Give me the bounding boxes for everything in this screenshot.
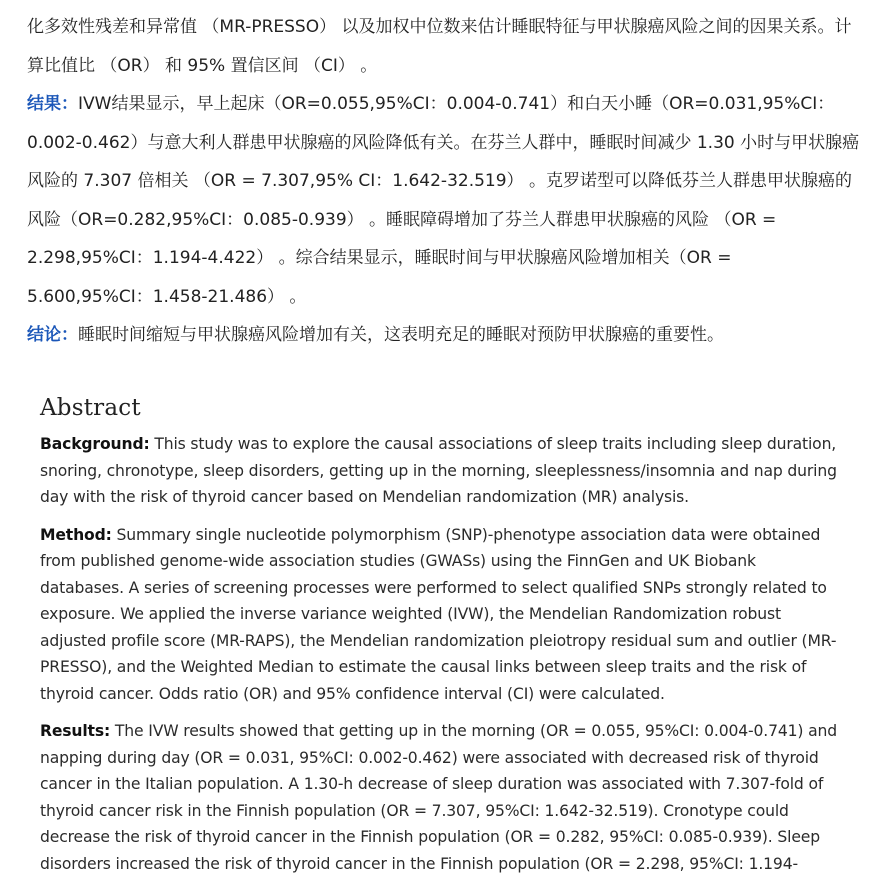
chinese-conclusion-paragraph [27,316,861,355]
chinese-conclusion-label: 结论： [27,325,78,345]
chinese-abstract [27,8,861,355]
chinese-results-label: 结果： [27,94,78,114]
method-paragraph [40,522,840,708]
chinese-intro-tail: 化多效性残差和异常值 （MR-PRESSO） 以及加权中位数来估计睡眠特征与甲状腺癌风险之间的因果关系。计算比值比 （OR） 和 95% 置信区间 （CI） 。 [27,17,852,76]
background-text: This study was to explore the causal associations of sleep traits including sleep duration, snoring, chronotype, sleep disorders, getting up in the morning, sleeplessness/insomnia and nap during day with the risk of thyroid cancer based on Mendelian randomization (MR) analysis. [40,435,837,506]
chinese-results-paragraph [27,85,861,316]
results-label: Results: [40,722,111,740]
abstract-heading: Abstract [40,395,141,421]
method-label: Method: [40,525,112,544]
chinese-results-text: IVW结果显示，早上起床（OR=0.055,95%CI：0.004-0.741）和白天小睡（OR=0.031,95%CI：0.002-0.462）与意大利人群患甲状腺癌的风险降低有关。在芬兰人群中，睡眠时间减少 1.30 小时与甲状腺癌风险的 7.307 倍相关 （OR = 7.307,95% CI：1.642-32.519） 。克罗诺型可以降低芬兰人群患甲状腺癌的风险（OR=0.282,95%CI：0.085-0.939） 。睡眠障碍增加了芬兰人群患甲状腺癌的风险 （OR = 2.298,95%CI：1.194-4.422） 。综合结果显示，睡眠时间与甲状腺癌风险增加相关（OR = 5.600,95%CI：1.458-21.486） 。 [27,94,860,307]
results-paragraph [40,718,840,877]
background-label: Background: [40,435,150,453]
background-paragraph [40,431,840,511]
method-text: Summary single nucleotide polymorphism (SNP)-phenotype association data were obtained from published genome-wide association studies (GWASs) using the FinnGen and UK Biobank databases. A series of screening processes were performed to select qualified SNPs strongly related to exposure. We applied the inverse variance weighted (IVW), the Mendelian Randomization robust adjusted profile score (MR-RAPS), the Mendelian randomization pleiotropy residual sum and outlier (MR-PRESSO), and the Weighted Median to estimate the causal links between sleep traits and the risk of thyroid cancer. Odds ratio (OR) and 95% confidence interval (CI) were calculated. [40,525,837,703]
chinese-conclusion-text: 睡眠时间缩短与甲状腺癌风险增加有关，这表明充足的睡眠对预防甲状腺癌的重要性。 [78,325,724,345]
english-abstract [40,395,840,888]
results-text: The IVW results showed that getting up in the morning (OR = 0.055, 95%CI: 0.004-0.741) and napping during day (OR = 0.031, 95%CI: 0.002-0.462) were associated with decreased risk of thyroid cancer in the Italian population. A 1.30-h decrease of sleep duration was associated with 7.307-fold of thyroid cancer risk in the Finnish population (OR = 7.307, 95%CI: 1.642-32.519). Cronotype could decrease the risk of thyroid cancer in the Finnish population (OR = 0.282, 95%CI: 0.085-0.939). Sleep disorders increased the risk of thyroid cancer in the Finnish population (OR = 2.298, 95%CI: 1.194- [40,722,838,873]
